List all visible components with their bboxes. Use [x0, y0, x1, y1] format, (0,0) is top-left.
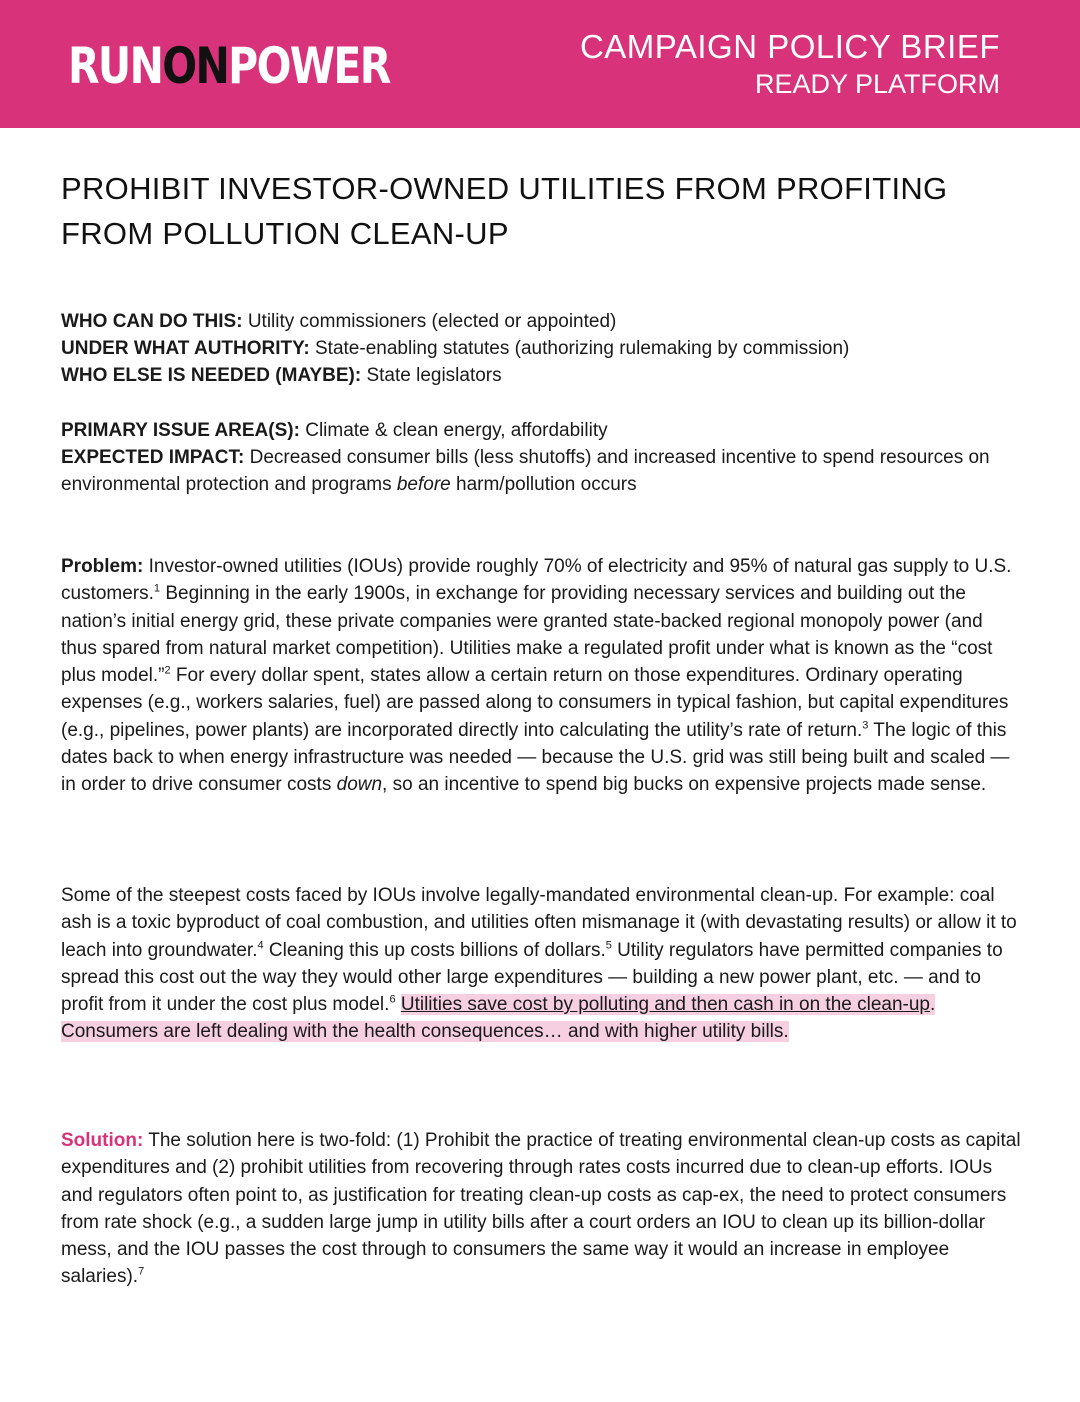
footnote-6[interactable]: 6 [389, 993, 396, 1006]
highlighted-underlined-text: Utilities save cost by polluting and then cash in on the clean-up [400, 994, 930, 1016]
problem-text-5: , so an incentive to spend big bucks on expensive projects made sense. [382, 774, 987, 796]
logo-part-power: POWER [228, 37, 390, 95]
header-banner [0, 0, 1080, 128]
brief-title: CAMPAIGN POLICY BRIEF [579, 28, 1000, 65]
issue-value: Climate & clean energy, affordability [299, 420, 608, 441]
footnote-3[interactable]: 3 [862, 719, 869, 732]
authority-block [61, 308, 1031, 389]
problem-text-1: Investor-owned utilities (IOUs) provide roughly 70% of electricity and 95% of natural gas supply to U.S. customers. [61, 556, 1012, 605]
under-what-authority [61, 335, 1031, 362]
brief-subtitle: READY PLATFORM [754, 69, 1000, 99]
problem-text-3: For every dollar spent, states allow a certain return on those expenditures. Ordinary operating expenses (e.g., workers salaries, fuel) are passed along to consumers in typical fashion, but capital expenditures (e.g., pipelines, power plants) are incorporated directly into calculating the utility’s rate of return. [61, 665, 1009, 741]
who-can-do-this [61, 308, 1031, 335]
primary-issue-area [61, 417, 1031, 444]
who-value: Utility commissioners (elected or appointed) [242, 311, 617, 332]
footnote-7[interactable]: 7 [138, 1266, 145, 1279]
logo-part-on: ON [162, 37, 229, 95]
problem-paragraph-2 [61, 882, 1021, 1046]
problem-text-2: Beginning in the early 1900s, in exchange for providing necessary services and building out the nation’s initial energy grid, these private companies were granted state-backed regional monopoly power (and thus spared from natural market competition). Utilities make a regulated profit under what is known as the “cost plus model.” [61, 583, 993, 687]
run-on-power-logo [68, 38, 390, 94]
who-label: WHO CAN DO THIS: [61, 311, 243, 332]
issue-label: PRIMARY ISSUE AREA(S): [61, 420, 300, 441]
problem-emphasis-down: down [336, 774, 383, 796]
problem-paragraph [61, 553, 1021, 799]
impact-label: EXPECTED IMPACT: [61, 447, 245, 468]
solution-text: The solution here is two-fold: (1) Prohibit the practice of treating environmental clean-up costs as capital expenditures and (2) prohibit utilities from recovering through rates costs incurred due to clean-up efforts. IOUs and regulators often point to, as justification for treating clean-up costs as cap-ex, the need to protect consumers from rate shock (e.g., a sudden large jump in utility bills after a court orders an IOU to clean up its billion-dollar mess, and the IOU passes the cost through to consumers the same way it would an increase in employee salaries). [61, 1130, 1021, 1288]
else-value: State legislators [361, 365, 502, 386]
footnote-1[interactable]: 1 [153, 582, 161, 595]
document-title: PROHIBIT INVESTOR-OWNED UTILITIES FROM PROFITING FROM POLLUTION CLEAN-UP [61, 171, 948, 251]
impact-value: Decreased consumer bills (less shutoffs) and increased incentive to spend resources on environmental protection and programs [61, 447, 990, 495]
impact-value-end: harm/pollution occurs [450, 474, 637, 495]
else-label: WHO ELSE IS NEEDED (MAYBE): [61, 365, 362, 386]
footnote-4[interactable]: 4 [257, 939, 264, 952]
expected-impact [61, 444, 1031, 498]
problem-text-4: The logic of this dates back to when energy infrastructure was needed — because the U.S. grid was still being built and scaled — in order to drive consumer costs [61, 719, 1010, 796]
footnote-5[interactable]: 5 [605, 939, 612, 952]
solution-paragraph [61, 1127, 1021, 1291]
problem2-text-1: Some of the steepest costs faced by IOUs involve legally-mandated environmental clean-up. For example: coal ash is a toxic byproduct of coal combustion, and utilities often mismanage it (with devastating results) or allow it to leach into groundwater. [61, 885, 1017, 961]
logo-part-run: RUN [68, 37, 163, 95]
impact-block [61, 417, 1031, 498]
problem-label: Problem: [61, 556, 144, 577]
footnote-2[interactable]: 2 [164, 664, 171, 677]
highlighted-text: . Consumers are left dealing with the health consequences… and with higher utility bills. [61, 994, 936, 1043]
authority-label: UNDER WHAT AUTHORITY: [61, 338, 310, 359]
solution-label: Solution: [61, 1130, 144, 1151]
problem2-text-2: Cleaning this up costs billions of dollars. [263, 939, 606, 961]
problem2-text-3: Utility regulators have permitted companies to spread this cost out the way they would other large expenditures — building a new power plant, etc. — and to profit from it under the cost plus model. [61, 939, 1003, 1016]
impact-value-emphasis: before [396, 474, 451, 495]
who-else-needed [61, 362, 1031, 389]
authority-value: State-enabling statutes (authorizing rulemaking by commission) [309, 338, 850, 359]
